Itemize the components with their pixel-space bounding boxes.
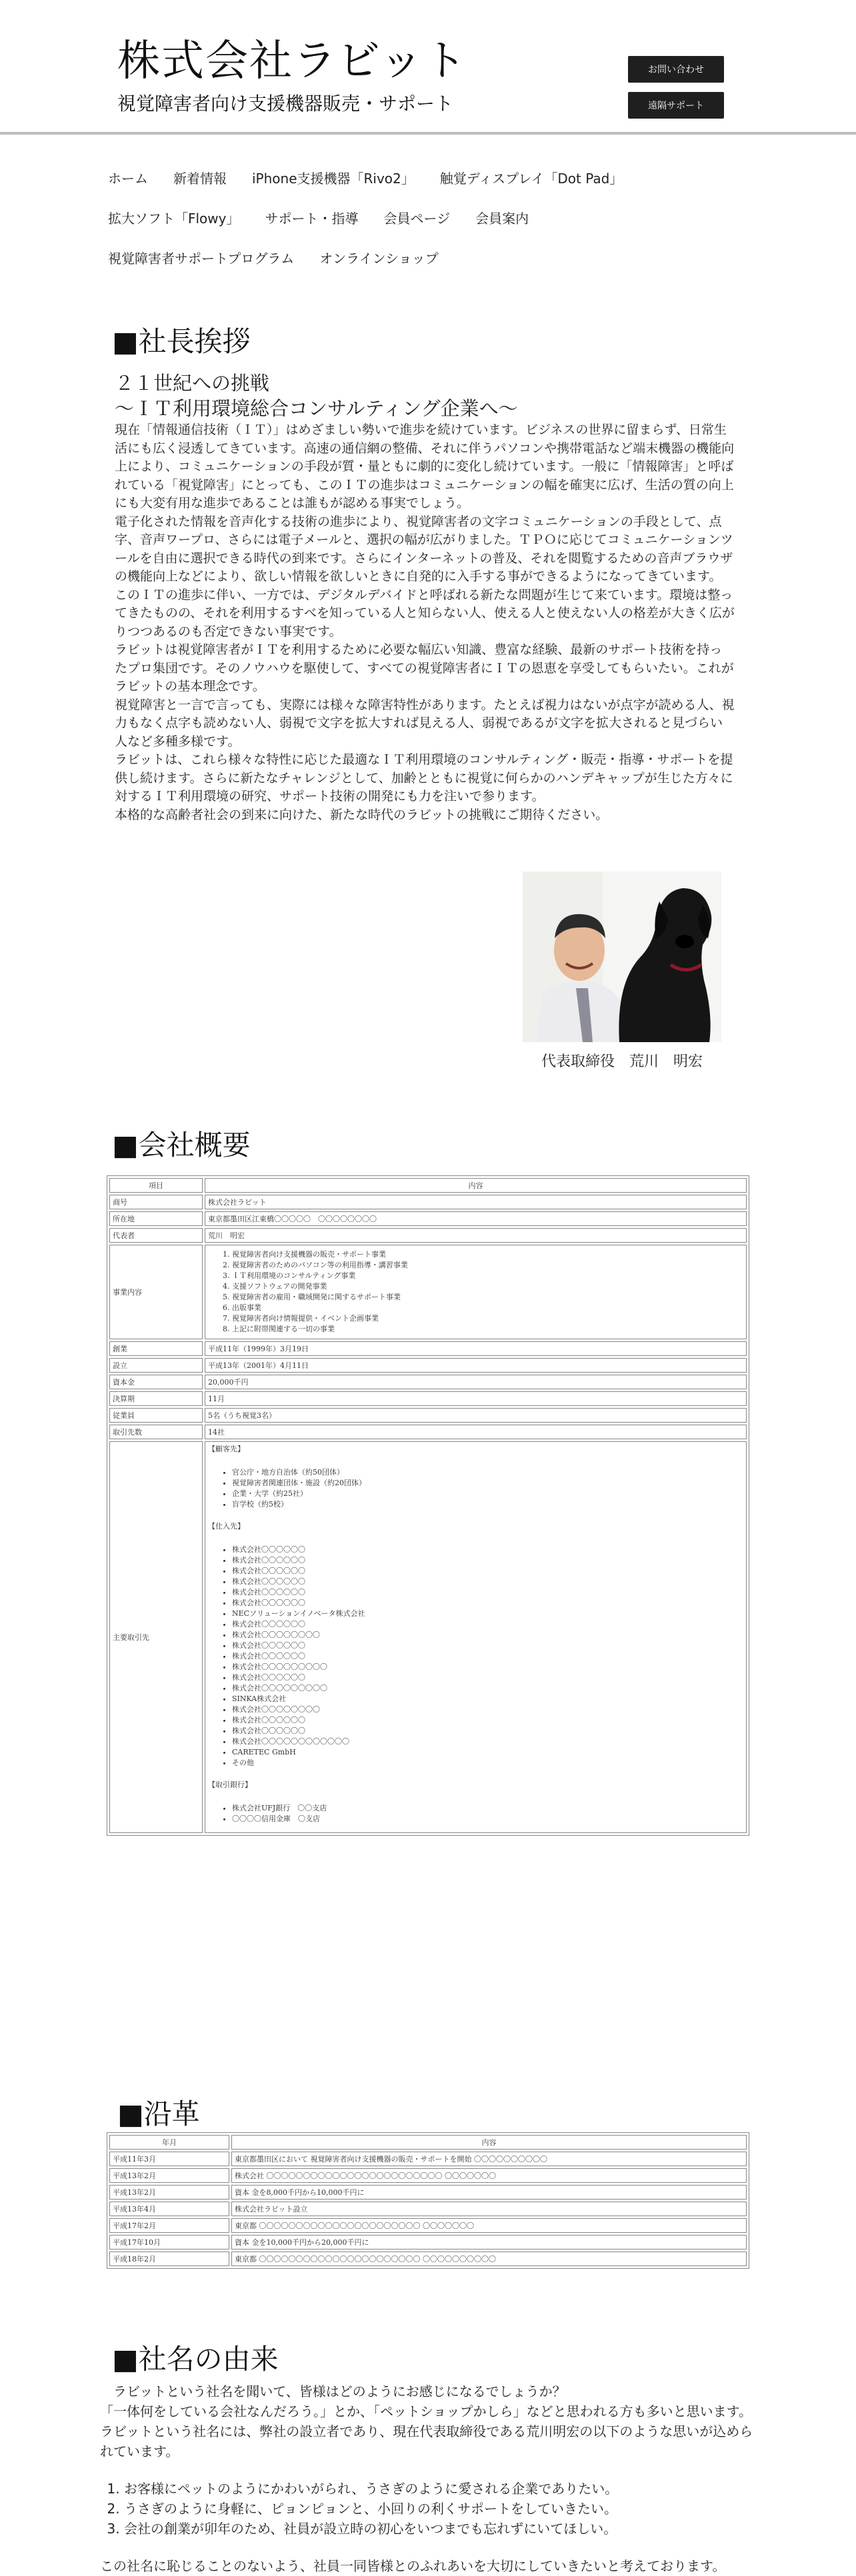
nav-support[interactable]: サポート・指導 xyxy=(265,210,359,227)
remote-support-button[interactable]: 遠隔サポート xyxy=(628,92,724,119)
list-item: • 株式会社〇〇〇〇〇〇〇〇 xyxy=(232,1630,743,1640)
list-item: 3. 会社の創業が卯年のため、社員が設立時の初心をいつまでも忘れずにいてほしい。 xyxy=(124,2519,760,2539)
nav-row-3 xyxy=(108,237,761,277)
table-row xyxy=(109,2252,747,2266)
clients-heading: 【取引銀行】 xyxy=(208,1780,252,1789)
table-cell-value: 株式会社 〇〇〇〇〇〇〇〇〇〇〇〇〇〇〇〇〇〇〇〇〇〇〇〇 〇〇〇〇〇〇〇 xyxy=(231,2168,747,2183)
history-title: ■沿革 xyxy=(117,2098,200,2130)
ceo-photo xyxy=(523,872,721,1042)
greeting-paragraph: ラビットは視覚障害者がＩＴを利用するために必要な幅広い知識、豊富な経験、最新のサポート技術を持ったプロ集団です。そのノウハウを駆使して、すべての視覚障害者にＩＴの恩恵を享受してもらいたい。これがラビットの基本理念です。 xyxy=(115,642,734,694)
table-cell-key: 資本金 xyxy=(109,1375,203,1389)
table-header-cell: 内容 xyxy=(231,2135,747,2150)
list-item: • NECソリューションイノベータ株式会社 xyxy=(232,1609,743,1619)
table-header-row xyxy=(109,2135,747,2150)
table-row xyxy=(109,1341,747,1356)
table-cell-value: 資本 金を10,000千円から20,000千円に xyxy=(231,2235,747,2250)
nav-membership[interactable]: 会員案内 xyxy=(475,210,529,227)
table-row xyxy=(109,1228,747,1243)
list-item: • 株式会社〇〇〇〇〇〇 xyxy=(232,1672,743,1683)
list-item: • 株式会社〇〇〇〇〇〇 xyxy=(232,1555,743,1566)
table-cell-key: 創業 xyxy=(109,1341,203,1356)
table-cell-value: 5名（うち視覚3名） xyxy=(205,1408,747,1423)
table-cell-key: 平成17年2月 xyxy=(109,2218,229,2233)
list-item: 4. 支援ソフトウェアの開発事業 xyxy=(232,1281,743,1292)
list-item: • その他 xyxy=(232,1758,743,1768)
list-item: 5. 視覚障害者の雇用・職域開発に関するサポート事業 xyxy=(232,1292,743,1303)
origin-title: ■社名の由来 xyxy=(112,2343,279,2375)
table-cell-value: 平成13年（2001年）4月11日 xyxy=(205,1358,747,1373)
ceo-caption: 代表取締役 荒川 明宏 xyxy=(541,1053,703,1070)
list-item: • 株式会社〇〇〇〇〇〇 xyxy=(232,1640,743,1651)
table-cell-key: 平成13年4月 xyxy=(109,2202,229,2216)
list-item: • CARETEC GmbH xyxy=(232,1747,743,1758)
table-cell-value: 11月 xyxy=(205,1391,747,1406)
greeting-paragraph: 視覚障害と一言で言っても、実際には様々な障害特性があります。たとえば視力はないが点字が読める人、視力もなく点字も読めない人、弱視で文字を拡大すれば見える人、弱視であるが文字を拡大されると見づらい人など多種多様です。 xyxy=(115,697,735,749)
origin-intro: ラビットという社名を聞いて、皆様はどのようにお感じになるでしょうか？ xyxy=(100,2383,566,2399)
nav-program[interactable]: 視覚障害者サポートプログラム xyxy=(108,250,295,267)
list-item: 2. 視覚障害者のためのパソコン等の利用指導・講習事業 xyxy=(232,1260,743,1271)
clients-heading: 【顧客先】 xyxy=(208,1445,245,1453)
table-cell-key: 取引先数 xyxy=(109,1425,203,1439)
table-cell-key: 平成11年3月 xyxy=(109,2152,229,2166)
list-item: • 株式会社〇〇〇〇〇〇 xyxy=(232,1545,743,1555)
table-cell-key: 代表者 xyxy=(109,1228,203,1243)
contact-button[interactable]: お問い合わせ xyxy=(628,56,724,83)
list-item: 8. 上記に附帯関連する一切の事業 xyxy=(232,1324,743,1335)
table-cell-value: 資本 金を8,000千円から10,000千円に xyxy=(231,2185,747,2200)
business-list xyxy=(208,1249,743,1335)
table-row xyxy=(109,1358,747,1373)
list-item: • 株式会社〇〇〇〇〇〇 xyxy=(232,1566,743,1577)
list-item: • 株式会社〇〇〇〇〇〇 xyxy=(232,1715,743,1726)
table-row xyxy=(109,2152,747,2166)
origin-body xyxy=(100,2381,760,2576)
nav-rivo2[interactable]: iPhone支援機器「Rivo2」 xyxy=(252,170,415,187)
list-item: • 株式会社〇〇〇〇〇〇 xyxy=(232,1598,743,1609)
table-cell-key: 決算期 xyxy=(109,1391,203,1406)
overview-title: ■会社概要 xyxy=(112,1129,251,1161)
list-item: • 株式会社〇〇〇〇〇〇 xyxy=(232,1577,743,1587)
company-logo[interactable]: 株式会社ラビット xyxy=(117,37,468,86)
list-item: • SINKA株式会社 xyxy=(232,1694,743,1704)
table-row xyxy=(109,1391,747,1406)
table-cell-value: 平成11年（1999年）3月19日 xyxy=(205,1341,747,1356)
table-cell-value: 荒川 明宏 xyxy=(205,1228,747,1243)
table-cell-key: 設立 xyxy=(109,1358,203,1373)
table-cell-key: 主要取引先 xyxy=(109,1441,203,1833)
overview-table xyxy=(107,1175,749,1836)
list-item: • 株式会社〇〇〇〇〇〇 xyxy=(232,1619,743,1630)
list-item: 3. ＩＴ利用環境のコンサルティング事業 xyxy=(232,1271,743,1281)
origin-intro: 「一体何をしている会社なんだろう。」とか、「ペットショップかしら」などと思われる方も多いと思います。ラビットという社名には、弊社の設立者であり、現在代表取締役である荒川明宏の以下のような思いが込められています。 xyxy=(100,2403,753,2459)
main-nav xyxy=(108,157,761,277)
table-header-cell: 項目 xyxy=(109,1178,203,1193)
table-cell-key: 事業内容 xyxy=(109,1245,203,1339)
table-cell-value: 株式会社ラビット設立 xyxy=(231,2202,747,2216)
ceo-with-guide-dog-image xyxy=(523,872,721,1042)
table-cell-value: 東京都 〇〇〇〇〇〇〇〇〇〇〇〇〇〇〇〇〇〇〇〇〇〇 〇〇〇〇〇〇〇〇〇〇 xyxy=(231,2252,747,2266)
list-item: • 株式会社〇〇〇〇〇〇 xyxy=(232,1726,743,1736)
table-row xyxy=(109,1408,747,1423)
greeting-subtitle-2: ～ＩＴ利用環境総合コンサルティング企業へ～ xyxy=(115,397,518,420)
list-item: 7. 視覚障害者向け情報提供・イベント企画事業 xyxy=(232,1313,743,1324)
list-item: • 株式会社〇〇〇〇〇〇〇〇 xyxy=(232,1704,743,1715)
table-cell-key: 平成17年10月 xyxy=(109,2235,229,2250)
greeting-title: ■社長挨拶 xyxy=(112,325,251,358)
list-item: • 株式会社〇〇〇〇〇〇〇〇〇 xyxy=(232,1683,743,1694)
nav-shop[interactable]: オンラインショップ xyxy=(319,250,439,267)
list-item: • 企業・大学（約25社） xyxy=(232,1489,743,1499)
banks-list xyxy=(208,1803,743,1824)
table-cell-value: 20,000千円 xyxy=(205,1375,747,1389)
origin-closing: この社名に恥じることのないよう、社員一同皆様とのふれあいを大切にしていきたいと考えております。 xyxy=(100,2558,726,2574)
table-header-row xyxy=(109,1178,747,1193)
list-item: • 官公庁・地方自治体（約50団体） xyxy=(232,1467,743,1478)
table-cell-key: 従業員 xyxy=(109,1408,203,1423)
table-cell-key: 所在地 xyxy=(109,1211,203,1226)
nav-row-1 xyxy=(108,157,761,197)
list-item: • 〇〇〇〇信用金庫 〇支店 xyxy=(232,1814,743,1824)
table-header-cell: 年月 xyxy=(109,2135,229,2150)
table-cell-key: 平成13年2月 xyxy=(109,2185,229,2200)
table-row xyxy=(109,2168,747,2183)
table-row xyxy=(109,2235,747,2250)
table-cell-value: 東京都 〇〇〇〇〇〇〇〇〇〇〇〇〇〇〇〇〇〇〇〇〇〇 〇〇〇〇〇〇〇 xyxy=(231,2218,747,2233)
list-item: • 株式会社UFJ銀行 〇〇支店 xyxy=(232,1803,743,1814)
table-row xyxy=(109,1441,747,1833)
greeting-paragraph: 本格的な高齢者社会の到来に向けた、新たな時代のラビットの挑戦にご期待ください。 xyxy=(115,807,609,822)
nav-home[interactable]: ホーム xyxy=(108,170,148,187)
table-header-cell: 内容 xyxy=(205,1178,747,1193)
nav-member-page[interactable]: 会員ページ xyxy=(383,210,451,227)
table-cell-value: 東京都墨田区において 視覚障害者向け支援機器の販売・サポートを開始 〇〇〇〇〇〇〇〇〇〇 xyxy=(231,2152,747,2166)
list-item: • 株式会社〇〇〇〇〇〇〇〇〇〇〇〇 xyxy=(232,1736,743,1747)
table-row xyxy=(109,2218,747,2233)
nav-dotpad[interactable]: 触覚ディスプレイ「Dot Pad」 xyxy=(439,170,623,187)
origin-list xyxy=(100,2479,760,2539)
table-cell-key: 平成13年2月 xyxy=(109,2168,229,2183)
table-row xyxy=(109,1425,747,1439)
greeting-paragraph: ラビットは、これら様々な特性に応じた最適なＩＴ利用環境のコンサルティング・販売・指導・サポートを提供し続けます。さらに新たなチャレンジとして、加齢とともに視覚に何らかのハンデキャップが生じた方々に対するＩＴ利用環境の研究、サポート技術の開発にも力を注いで参ります。 xyxy=(115,752,733,804)
list-item: • 株式会社〇〇〇〇〇〇 xyxy=(232,1587,743,1598)
list-item: 2. うさぎのように身軽に、ピョンピョンと、小回りの利くサポートをしていきたい。 xyxy=(124,2499,760,2519)
table-row xyxy=(109,2202,747,2216)
list-item: 6. 出版事業 xyxy=(232,1303,743,1313)
table-cell-value: 東京都墨田区江東橋〇〇〇〇〇 〇〇〇〇〇〇〇〇 xyxy=(205,1211,747,1226)
list-item: 1. お客様にペットのようにかわいがられ、うさぎのように愛される企業でありたい。 xyxy=(124,2479,760,2499)
greeting-paragraph: 電子化された情報を音声化する技術の進歩により、視覚障害者の文字コミュニケーションの手段として、点字、音声ワープロ、さらには電子メールと、選択の幅が広がりました。ＴＰＯに応じてコミュニケーションツールを自由に選択できる時代の到来です。さらにインターネットの普及、それを閲覧するための音声ブラウザの機能向上などにより、欲しい情報を欲しいときに自発的に入手する事ができるようになってきています。 xyxy=(115,514,733,584)
clients-heading: 【仕入先】 xyxy=(208,1522,245,1531)
site-header xyxy=(0,0,856,135)
nav-flowy[interactable]: 拡大ソフト「Flowy」 xyxy=(108,210,240,227)
table-row xyxy=(109,1375,747,1389)
list-item: • 盲学校（約5校） xyxy=(232,1499,743,1510)
greeting-paragraph: 現在「情報通信技術（ＩＴ）」はめざましい勢いで進歩を続けています。ビジネスの世界に留まらず、日常生活にも広く浸透してきています。高速の通信網の整備、それに伴うパソコンや携帯電話など端末機器の機能向上により、コミュニケーションの手段が質・量ともに劇的に変化し続けています。一般に「情報障害」と呼ばれている「視覚障害」にとっても、このＩＴの進歩はコミュニケーションの幅を確実に広げ、生活の質の向上にも大変有用な進歩であることは誰もが認める事実でしょう。 xyxy=(115,422,735,510)
greeting-paragraph: このＩＴの進歩に伴い、一方では、デジタルデバイドと呼ばれる新たな問題が生じて来ています。環境は整ってきたものの、それを利用するすべを知っている人と知らない人、使える人と使えない人の格差が大きく広がりつつあるのも否定できない事実です。 xyxy=(115,587,735,639)
clients-list xyxy=(208,1467,743,1510)
table-row xyxy=(109,1245,747,1339)
list-item: 1. 視覚障害者向け支援機器の販売・サポート事業 xyxy=(232,1249,743,1260)
table-row xyxy=(109,1195,747,1209)
table-cell-value: 株式会社ラビット xyxy=(205,1195,747,1209)
list-item: • 視覚障害者関連団体・施設（約20団体） xyxy=(232,1478,743,1489)
site-tagline: 視覚障害者向け支援機器販売・サポート xyxy=(117,93,454,115)
list-item: • 株式会社〇〇〇〇〇〇〇〇〇 xyxy=(232,1662,743,1672)
greeting-body xyxy=(115,370,735,824)
table-cell-value xyxy=(205,1441,747,1833)
table-cell-value: 14社 xyxy=(205,1425,747,1439)
table-cell-key: 平成18年2月 xyxy=(109,2252,229,2266)
table-cell-value xyxy=(205,1245,747,1339)
history-table xyxy=(107,2132,749,2269)
suppliers-list xyxy=(208,1545,743,1768)
table-row xyxy=(109,1211,747,1226)
nav-row-2 xyxy=(108,197,761,237)
nav-news[interactable]: 新着情報 xyxy=(173,170,227,187)
list-item: • 株式会社〇〇〇〇〇〇 xyxy=(232,1651,743,1662)
table-row xyxy=(109,2185,747,2200)
greeting-subtitle-1: ２１世紀への挑戦 xyxy=(115,372,270,394)
table-cell-key: 商号 xyxy=(109,1195,203,1209)
